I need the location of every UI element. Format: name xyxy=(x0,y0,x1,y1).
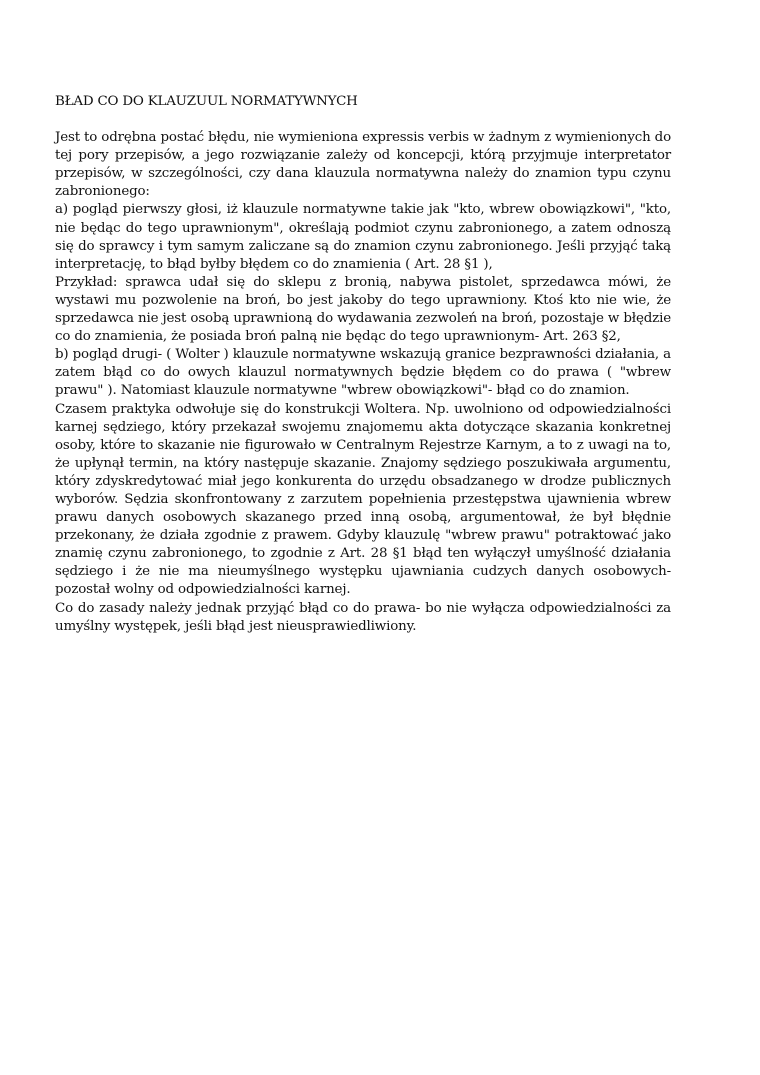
paragraph-view-one: a) pogląd pierwszy głosi, iż klauzule normatywne takie jak "kto, wbrew obowiązkowi", "kto, nie będąc do tego uprawnionym", określają podmiot czynu zabronionego, a zatem odnoszą się do sprawcy i tym samym zaliczane są do znamion czynu zabronionego. Jeśli przyjąć taką interpretację, to błąd byłby błędem co do znamienia ( Art. 28 §1 ), xyxy=(55,202,671,272)
document-title: BŁAD CO DO KLAUZUUL NORMATYWNYCH xyxy=(55,94,358,109)
paragraph-example: Przykład: sprawca udał się do sklepu z bronią, nabywa pistolet, sprzedawca mówi, że wystawi mu pozwolenie na broń, bo jest jakoby do tego uprawniony. Ktoś kto nie wie, że sprzedawca nie jest osobą uprawnioną do wydawania zezwoleń na broń, pozostaje w błędzie co do znamienia, że posiada broń palną nie będąc do tego uprawnionym- Art. 263 §2, xyxy=(55,274,671,345)
paragraph-intro: Jest to odrębna postać błędu, nie wymieniona expressis verbis w żadnym z wymienionych do tej pory przepisów, a jego rozwiązanie zależy od koncepcji, którą przyjmuje interpretator przepisów, w szczególności, czy dana klauzula normatywna należy do znamion typu czynu zabronionego: xyxy=(55,130,672,200)
document-page xyxy=(55,93,671,636)
paragraph-view-two: b) pogląd drugi- ( Wolter ) klauzule normatywne wskazują granice bezprawności działania, a zatem błąd co do owych klauzul normatywnych będzie błędem co do prawa ( "wbrew prawu" ). Natomiast klauzule normatywne "wbrew obowiązkowi"- błąd co do znamion. xyxy=(55,347,671,399)
paragraph-conclusion: Co do zasady należy jednak przyjąć błąd co do prawa- bo nie wyłącza odpowiedzialności za umyślny występek, jeśli błąd jest nieusprawiedliwiony. xyxy=(55,600,671,634)
paragraph-case-practice: Czasem praktyka odwołuje się do konstrukcji Woltera. Np. uwolniono od odpowiedzialności karnej sędziego, który przekazał swojemu znajomemu akta dotyczące skazania konkretnej osoby, które to skazanie nie figurowało w Centralnym Rejestrze Karnym, a to z uwagi na to, że upłynął termin, na który następuje skazanie. Znajomy sędziego poszukiwała argumentu, który zdyskredytować miał jego konkurenta do urzędu obsadzanego w drodze publicznych wyborów. Sędzia skonfrontowany z zarzutem popełnienia przestępstwa ujawnienia wbrew prawu danych osobowych skazanego przed inną osobą, argumentował, że był błędnie przekonany, że działa zgodnie z prawem. Gdyby klauzulę "wbrew prawu" potraktować jako znamię czynu zabronionego, to zgodnie z Art. 28 §1 błąd ten wyłączył umyślność działania sędziego i że nie ma nieumyślnego występku ujawniania cudzych danych osobowych- pozostał wolny od odpowiedzialności karnej. xyxy=(55,401,671,598)
